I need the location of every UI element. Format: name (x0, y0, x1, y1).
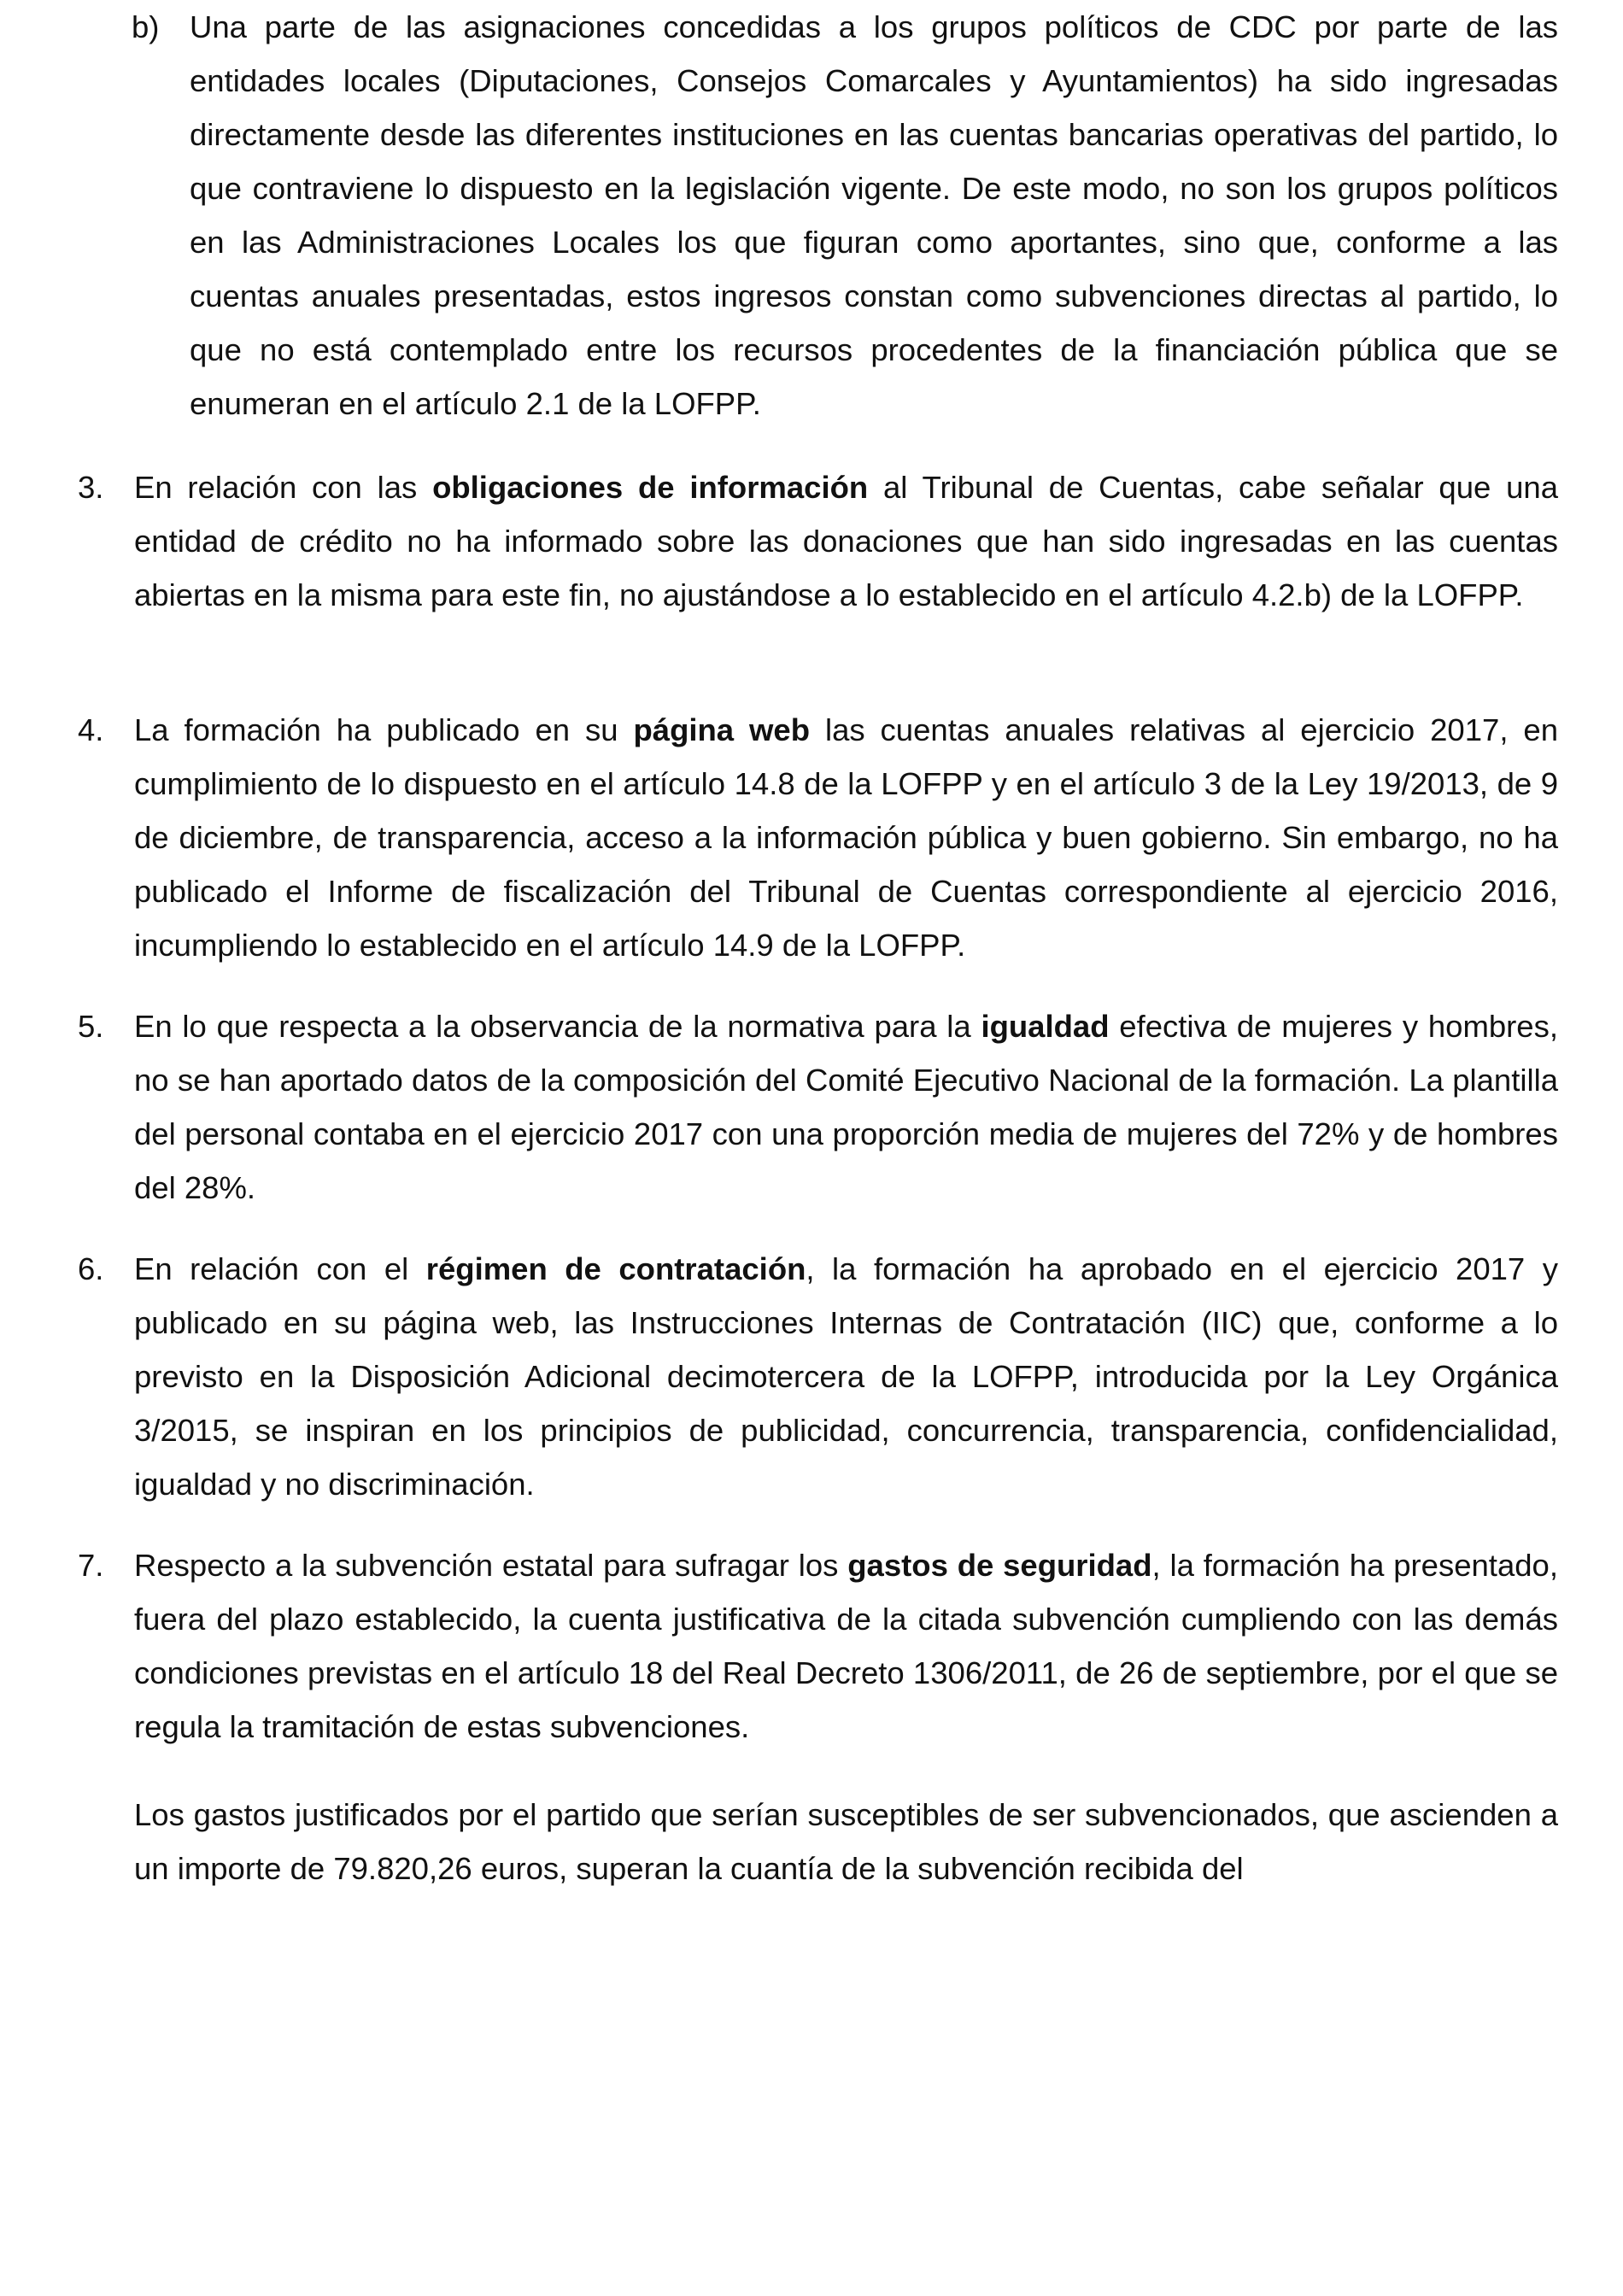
list-item-6 (78, 1242, 1558, 1511)
list-marker: 7. (78, 1548, 104, 1583)
bold-term: gastos de seguridad (847, 1548, 1152, 1583)
text-run: En relación con el (134, 1251, 426, 1286)
list-marker: 6. (78, 1251, 104, 1286)
list-marker: 3. (78, 470, 104, 505)
bold-term: página web (633, 712, 811, 747)
text-run: En relación con las (134, 470, 433, 505)
paragraph (134, 460, 1558, 622)
paragraph (134, 703, 1558, 972)
text-run: , la formación ha presentado, fuera del plazo establecido, la cuenta justificativa de la citada subvención cumpliendo con las demás condiciones previstas en el artículo 18 del Real Decreto 1306/2011, de 26 de septiembre, por el que se regula la tramitación de estas subvenciones. (134, 1548, 1558, 1744)
list-marker: 4. (78, 712, 104, 747)
text-run: Una parte de las asignaciones concedidas a los grupos políticos de CDC por parte de las entidades locales (Diputaciones, Consejos Comarcales y Ayuntamientos) ha sido ingresadas directamente desde las diferentes instituciones en las cuentas bancarias operativas del partido, lo que contraviene lo dispuesto en la legislación vigente. De este modo, no son los grupos políticos en las Administraciones Locales los que figuran como aportantes, sino que, conforme a las cuentas anuales presentadas, estos ingresos constan como subvenciones directas al partido, lo que no está contemplado entre los recursos procedentes de la financiación pública que se enumeran en el artículo 2.1 de la LOFPP. (190, 9, 1558, 421)
paragraph (190, 0, 1558, 430)
list-marker: 5. (78, 1009, 104, 1044)
text-run: efectiva de mujeres y hombres, no se han aportado datos de la composición del Comité Ejecutivo Nacional de la formación. La plantilla del personal contaba en el ejercicio 2017 con una proporción media de mujeres del 72% y de hombres del 28%. (134, 1009, 1558, 1205)
text-run: , la formación ha aprobado en el ejercicio 2017 y publicado en su página web, las Instrucciones Internas de Contratación (IIC) que, conforme a lo previsto en la Disposición Adicional decimotercera de la LOFPP, introducida por la Ley Orgánica 3/2015, se inspiran en los principios de publicidad, concurrencia, transparencia, confidencialidad, igualdad y no discriminación. (134, 1251, 1558, 1502)
list-item-5 (78, 999, 1558, 1215)
text-run: Respecto a la subvención estatal para sufragar los (134, 1548, 848, 1583)
paragraph (134, 1242, 1558, 1511)
continuation-paragraph: Los gastos justificados por el partido que serían susceptibles de ser subvencionados, que ascienden a un importe de 79.820,26 euros, superan la cuantía de la subvención recibida del (134, 1797, 1558, 1886)
bold-term: obligaciones de información (432, 470, 869, 505)
text-run: al Tribunal de Cuentas, cabe señalar que una entidad de crédito no ha informado sobre las donaciones que han sido ingresadas en las cuentas abiertas en la misma para este fin, no ajustándose a lo establecido en el artículo 4.2.b) de la LOFPP. (134, 470, 1558, 612)
list-item-3 (78, 460, 1558, 622)
bold-term: igualdad (981, 1009, 1110, 1044)
bold-term: régimen de contratación (425, 1251, 806, 1286)
list-item-7 (78, 1538, 1558, 1895)
text-run: las cuentas anuales relativas al ejercicio 2017, en cumplimiento de lo dispuesto en el artículo 14.8 de la LOFPP y en el artículo 3 de la Ley 19/2013, de 9 de diciembre, de transparencia, acceso a la información pública y buen gobierno. Sin embargo, no ha publicado el Informe de fiscalización del Tribunal de Cuentas correspondiente al ejercicio 2016, incumpliendo lo establecido en el artículo 14.9 de la LOFPP. (134, 712, 1558, 963)
list-marker: b) (132, 9, 160, 44)
list-item-4 (78, 703, 1558, 972)
list-item-b (132, 0, 1558, 430)
text-run: La formación ha publicado en su (134, 712, 634, 747)
paragraph (134, 999, 1558, 1215)
paragraph (134, 1538, 1558, 1754)
text-run: En lo que respecta a la observancia de la normativa para la (134, 1009, 981, 1044)
